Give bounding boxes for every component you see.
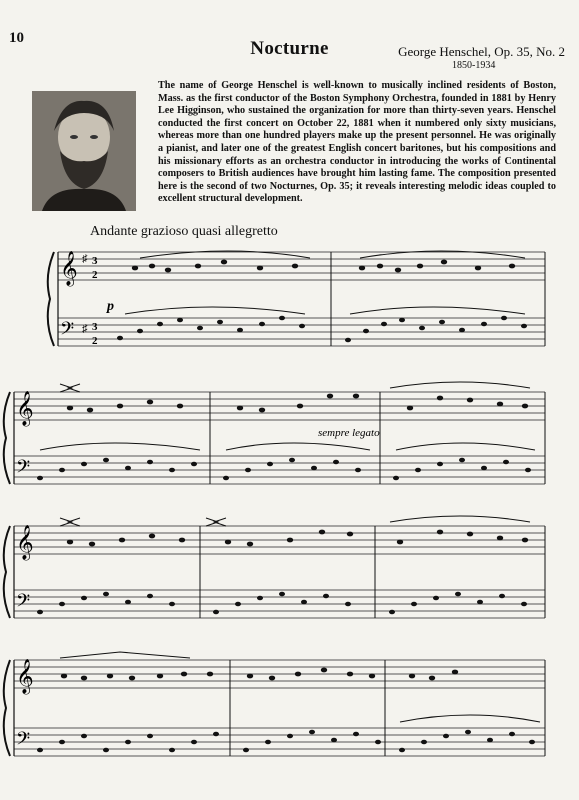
composer-credit: George Henschel, Op. 35, No. 2 bbox=[398, 44, 565, 59]
treble-clef: 𝄞 bbox=[16, 392, 34, 425]
score-system-3 bbox=[0, 512, 579, 632]
biography-text: The name of George Henschel is well-known to musically inclined residents of Boston, Mass. as the first conductor of the Boston Symphony Orchestra, founded in 1881 by Henry Lee Higginson, who sustained the organization for more than thirty-seven years. Henschel conducted the first concert on October 22, 1881 when it numbered only sixty musicians, whereas more than one hundred players make up the present personnel. He was originally a pianist, and later one of the greatest English concert baritones, but his compositions and his missionary efforts as an orchestra conductor in introducing the works of Continental composers to British audiences have brought him lasting fame. The composition presented here is the second of two Nocturnes, Op. 35; it reveals interesting melodic ideas coupled to excellent structural development. bbox=[158, 80, 556, 205]
svg-text:2: 2 bbox=[92, 335, 98, 347]
composer-dates: 1850-1934 bbox=[452, 60, 496, 71]
svg-text:3: 3 bbox=[92, 321, 98, 333]
key-signature-sharp: ♯ bbox=[82, 253, 88, 265]
bass-notes bbox=[117, 316, 527, 343]
expression-marking: sempre legato bbox=[318, 427, 380, 439]
score-system-2 bbox=[0, 378, 579, 498]
treble-clef: 𝄞 bbox=[60, 252, 78, 285]
bass-staff bbox=[58, 318, 545, 346]
score-system-1 bbox=[0, 238, 579, 370]
composer-portrait bbox=[32, 91, 136, 211]
bass-clef: 𝄢 bbox=[16, 728, 31, 753]
dynamic-marking: p bbox=[107, 299, 114, 314]
bass-clef: 𝄢 bbox=[60, 318, 75, 343]
bass-clef: 𝄢 bbox=[16, 456, 31, 481]
time-signature: 3 bbox=[92, 255, 98, 267]
svg-text:2: 2 bbox=[92, 269, 98, 281]
key-signature-sharp: ♯ bbox=[82, 323, 88, 335]
page-number: 10 bbox=[9, 30, 24, 46]
score-system-4 bbox=[0, 646, 579, 776]
bass-clef: 𝄢 bbox=[16, 590, 31, 615]
piece-title: Nocturne bbox=[250, 38, 329, 59]
treble-clef: 𝄞 bbox=[16, 526, 34, 559]
tempo-marking: Andante grazioso quasi allegretto bbox=[90, 224, 278, 239]
treble-clef: 𝄞 bbox=[16, 660, 34, 693]
